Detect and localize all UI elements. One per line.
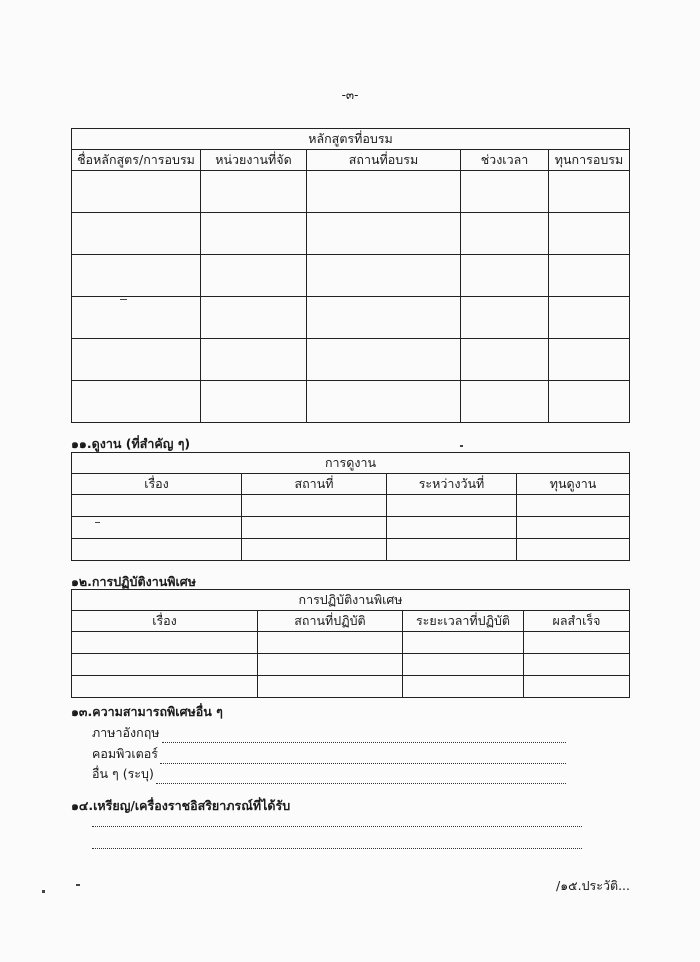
special-work-table: [71, 589, 630, 698]
table-cell[interactable]: [461, 339, 549, 381]
table-cell[interactable]: [258, 654, 403, 676]
table-cell[interactable]: [307, 255, 461, 297]
table-cell[interactable]: [549, 297, 630, 339]
table-cell[interactable]: [549, 339, 630, 381]
special-work-table-title: การปฏิบัติงานพิเศษ: [72, 590, 630, 611]
table-cell[interactable]: [403, 654, 524, 676]
table-cell[interactable]: [72, 339, 201, 381]
table-cell[interactable]: [242, 495, 387, 517]
table-cell[interactable]: [201, 297, 307, 339]
continuation-note: /๑๕.ประวัติ...: [556, 878, 630, 893]
table-cell[interactable]: [258, 632, 403, 654]
table-cell[interactable]: [72, 676, 258, 698]
study-visit-table: [71, 452, 630, 561]
table-cell[interactable]: [461, 255, 549, 297]
computer-skill-line: [92, 744, 566, 764]
table-cell[interactable]: [517, 495, 630, 517]
table-cell[interactable]: [461, 213, 549, 255]
table-row: [72, 171, 630, 213]
table-cell[interactable]: [403, 632, 524, 654]
table-cell[interactable]: [461, 171, 549, 213]
table-cell[interactable]: [403, 676, 524, 698]
decorations-field-1[interactable]: [92, 825, 582, 827]
scan-speck: [42, 890, 45, 893]
table-cell[interactable]: [307, 381, 461, 423]
table-cell[interactable]: [72, 539, 242, 561]
table-cell[interactable]: [258, 676, 403, 698]
table-cell[interactable]: [201, 171, 307, 213]
table-cell[interactable]: [72, 171, 201, 213]
column-header: หน่วยงานที่จัด: [201, 150, 307, 171]
table-row: [72, 255, 630, 297]
table-cell[interactable]: [461, 297, 549, 339]
table-cell[interactable]: [72, 297, 201, 339]
study-visit-table-title: การดูงาน: [72, 453, 630, 474]
training-table: [71, 128, 630, 423]
column-header: สถานที่อบรม: [307, 150, 461, 171]
page-number: -๓-: [341, 88, 359, 102]
column-header: ทุนดูงาน: [517, 474, 630, 495]
column-header: สถานที่ปฏิบัติ: [258, 611, 403, 632]
table-cell[interactable]: [517, 517, 630, 539]
table-row: [72, 676, 630, 698]
table-cell[interactable]: [549, 255, 630, 297]
section-11-heading: ๑๑.ดูงาน (ที่สำคัญ ๆ): [71, 436, 191, 451]
decorations-field-2[interactable]: [92, 847, 582, 849]
table-cell[interactable]: [72, 213, 201, 255]
other-skill-line: [92, 764, 566, 784]
table-cell[interactable]: [387, 495, 517, 517]
table-cell[interactable]: [242, 539, 387, 561]
english-skill-field[interactable]: [162, 731, 566, 743]
scan-speck: [76, 884, 80, 886]
scan-speck: [120, 299, 127, 300]
column-header: เรื่อง: [72, 474, 242, 495]
column-header: ระยะเวลาที่ปฏิบัติ: [403, 611, 524, 632]
table-row: [72, 654, 630, 676]
table-cell[interactable]: [461, 381, 549, 423]
table-cell[interactable]: [72, 517, 242, 539]
section-12-heading: ๑๒.การปฏิบัติงานพิเศษ: [71, 574, 196, 589]
table-cell[interactable]: [549, 171, 630, 213]
table-row: [72, 632, 630, 654]
column-header: ระหว่างวันที่: [387, 474, 517, 495]
other-skill-label: อื่น ๆ (ระบุ): [92, 766, 154, 781]
table-cell[interactable]: [307, 297, 461, 339]
table-cell[interactable]: [307, 339, 461, 381]
english-skill-line: [92, 723, 566, 743]
table-row: [72, 213, 630, 255]
column-header: ทุนการอบรม: [549, 150, 630, 171]
table-cell[interactable]: [524, 654, 630, 676]
column-header: เรื่อง: [72, 611, 258, 632]
table-row: [72, 339, 630, 381]
table-cell[interactable]: [72, 632, 258, 654]
table-row: [72, 381, 630, 423]
table-cell[interactable]: [201, 339, 307, 381]
english-skill-label: ภาษาอังกฤษ: [92, 725, 160, 740]
scan-speck: [95, 522, 100, 523]
computer-skill-field[interactable]: [160, 752, 566, 764]
table-cell[interactable]: [72, 495, 242, 517]
table-cell[interactable]: [307, 213, 461, 255]
table-row: [72, 517, 630, 539]
scan-speck: [460, 445, 463, 447]
table-cell[interactable]: [72, 654, 258, 676]
table-cell[interactable]: [517, 539, 630, 561]
table-cell[interactable]: [201, 213, 307, 255]
column-header: สถานที่: [242, 474, 387, 495]
section-13-heading: ๑๓.ความสามารถพิเศษอื่น ๆ: [71, 704, 223, 719]
table-cell[interactable]: [72, 255, 201, 297]
table-cell[interactable]: [72, 381, 201, 423]
table-row: [72, 539, 630, 561]
table-cell[interactable]: [387, 517, 517, 539]
table-row: [72, 297, 630, 339]
table-cell[interactable]: [307, 171, 461, 213]
table-cell[interactable]: [524, 632, 630, 654]
table-row: [72, 495, 630, 517]
column-header: ช่วงเวลา: [461, 150, 549, 171]
column-header: ผลสำเร็จ: [524, 611, 630, 632]
section-14-heading: ๑๔.เหรียญ/เครื่องราชอิสริยาภรณ์ที่ได้รับ: [71, 798, 291, 813]
training-table-title: หลักสูตรที่อบรม: [72, 129, 630, 150]
table-cell[interactable]: [242, 517, 387, 539]
table-cell[interactable]: [201, 381, 307, 423]
computer-skill-label: คอมพิวเตอร์: [92, 746, 158, 761]
column-header: ชื่อหลักสูตร/การอบรม: [72, 150, 201, 171]
table-cell[interactable]: [201, 255, 307, 297]
table-cell[interactable]: [549, 213, 630, 255]
table-cell[interactable]: [387, 539, 517, 561]
table-cell[interactable]: [524, 676, 630, 698]
other-skill-field[interactable]: [156, 772, 566, 784]
table-cell[interactable]: [549, 381, 630, 423]
